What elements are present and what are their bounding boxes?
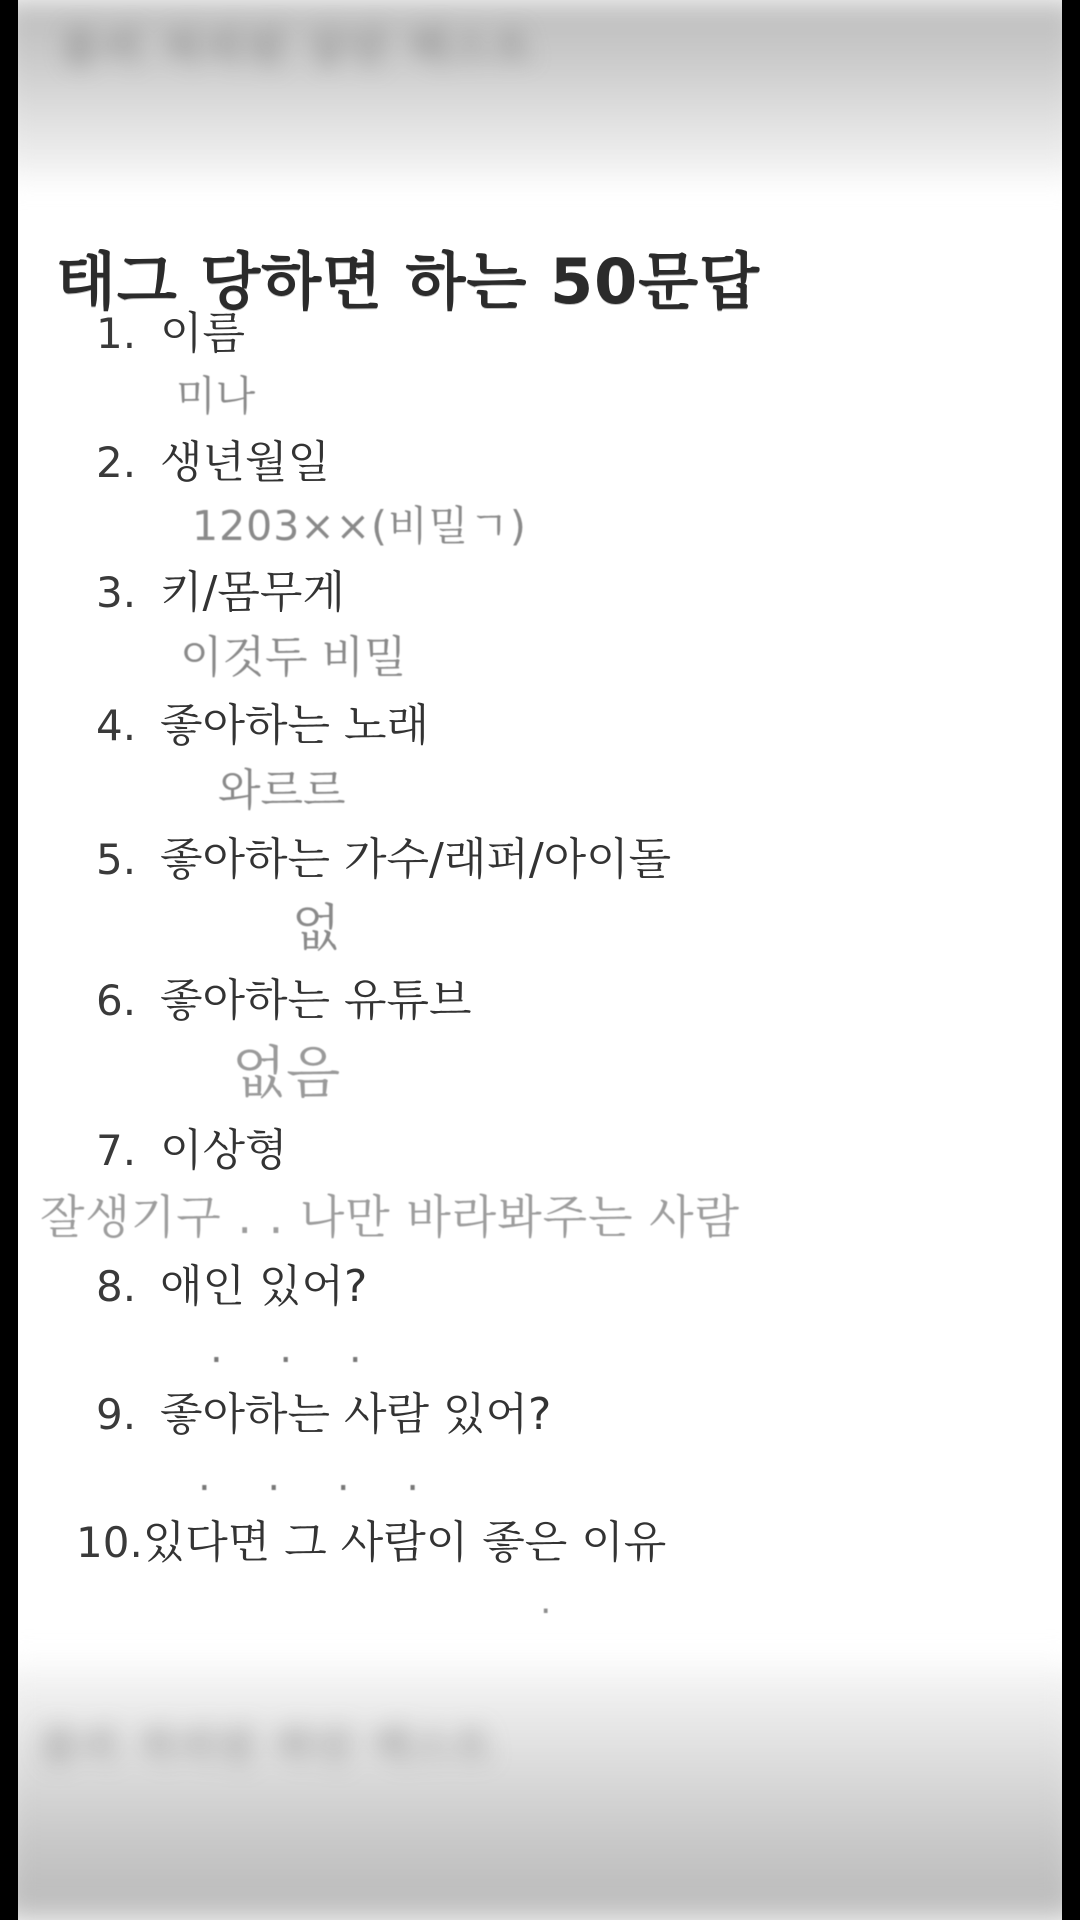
list-item bbox=[0, 697, 1080, 820]
answer-text: 없음 bbox=[232, 1041, 341, 1107]
question-number: 9. bbox=[96, 1390, 137, 1440]
question-number: 6. bbox=[96, 976, 137, 1026]
question-number: 2. bbox=[96, 438, 137, 488]
list-item bbox=[0, 831, 1080, 963]
question-line bbox=[0, 697, 1080, 755]
list-item bbox=[0, 972, 1080, 1112]
question-number: 8. bbox=[96, 1262, 137, 1312]
question-line bbox=[0, 1514, 1080, 1572]
question-number: 5. bbox=[96, 834, 137, 884]
question-text: 좋아하는 사람 있어? bbox=[160, 1389, 552, 1441]
question-line bbox=[0, 972, 1080, 1030]
list-item bbox=[0, 564, 1080, 687]
question-line bbox=[0, 434, 1080, 492]
question-text: 좋아하는 노래 bbox=[160, 700, 430, 752]
question-number: 3. bbox=[96, 567, 137, 617]
question-line bbox=[0, 1258, 1080, 1316]
question-text: 키/몸무게 bbox=[160, 566, 345, 618]
question-text: 생년월일 bbox=[160, 437, 331, 489]
question-text: 있다면 그 사람이 좋은 이유 bbox=[142, 1517, 667, 1569]
question-line bbox=[0, 1386, 1080, 1444]
question-line bbox=[0, 305, 1080, 363]
blurred-top-text: 블러 처리된 상단 텍스트 bbox=[60, 25, 537, 71]
list-item bbox=[0, 305, 1080, 424]
page-title: 태그 당하면 하는 50문답 bbox=[56, 245, 761, 318]
question-text: 좋아하는 유튜브 bbox=[160, 975, 472, 1027]
list-item bbox=[0, 1386, 1080, 1504]
answer-text: 없 bbox=[292, 898, 341, 957]
right-black-bar bbox=[1062, 0, 1080, 1920]
list-item bbox=[0, 1122, 1080, 1248]
list-item bbox=[0, 1258, 1080, 1376]
question-line bbox=[0, 1122, 1080, 1180]
list-item bbox=[0, 434, 1080, 553]
question-text: 좋아하는 가수/래퍼/아이돌 bbox=[160, 833, 672, 885]
question-number: 1. bbox=[96, 309, 137, 358]
question-text: 이름 bbox=[160, 308, 246, 359]
left-black-bar bbox=[0, 0, 18, 1920]
qa-list bbox=[0, 305, 1080, 1637]
answer-text: 미나 bbox=[176, 372, 256, 421]
answer-text: 잘생기구 . . 나만 바라봐주는 사람 bbox=[40, 1190, 741, 1245]
question-line bbox=[0, 564, 1080, 622]
answer-text: . . . . bbox=[198, 1454, 442, 1501]
question-text: 이상형 bbox=[160, 1125, 288, 1177]
answer-text: 이것두 비밀 bbox=[180, 631, 407, 683]
question-number: 10. bbox=[76, 1518, 143, 1568]
question-number: 4. bbox=[96, 701, 137, 751]
question-line bbox=[0, 831, 1080, 889]
answer-text: 1203××(비밀ㄱ) bbox=[192, 501, 527, 550]
answer-text: 와르르 bbox=[218, 765, 346, 817]
blurred-bottom-text: 블러 처리된 하단 텍스트 bbox=[40, 1724, 496, 1768]
question-text: 애인 있어? bbox=[160, 1261, 368, 1313]
list-item bbox=[0, 1514, 1080, 1627]
answer-text: . . . bbox=[210, 1326, 384, 1373]
question-number: 7. bbox=[96, 1126, 137, 1176]
answer-text: . bbox=[540, 1581, 552, 1623]
